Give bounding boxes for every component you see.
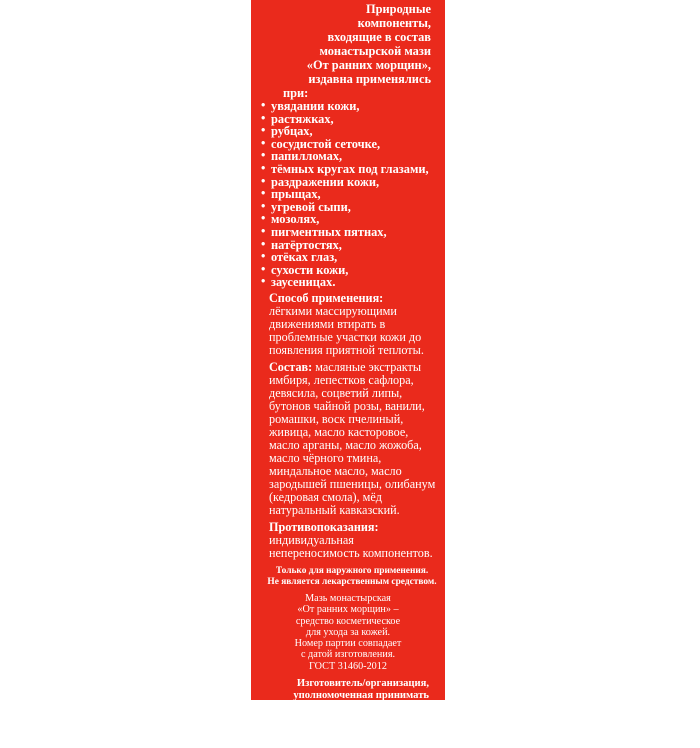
indication-text: прыщах, <box>271 187 321 202</box>
intro-text <box>251 0 445 100</box>
indication-text: растяжках, <box>271 111 334 126</box>
indication-text: рубцах, <box>271 124 313 139</box>
intro-prefix: при: <box>283 86 309 100</box>
manufacturer-info: Изготовитель/организация, уполномоченная принимать претензии от потребителей: ООО «Солнце», ooo-sun.ru, Россия, г. Краснодар, ул. Ставропольская 47/3. <box>293 677 429 747</box>
intro-body: Природные компоненты, входящие в состав монастырской мази «От ранних морщин», издавна применялись <box>306 2 431 86</box>
indication-text: тёмных кругах под глазами, <box>271 161 429 176</box>
product-description: Мазь монастырская «От ранних морщин» – средство косметическое для ухода за кожей. Номер партии совпадает с датой изготовления. ГОСТ 31460-2012 <box>294 592 402 672</box>
bullet-icon: • <box>261 173 266 188</box>
indication-text: мозолях, <box>271 212 320 227</box>
bullet-icon: • <box>261 135 266 150</box>
bullet-icon: • <box>261 249 266 264</box>
bullet-icon: • <box>261 211 266 226</box>
bullet-icon: • <box>261 186 266 201</box>
indications-list <box>251 100 445 289</box>
indication-text: угревой сыпи, <box>271 199 351 214</box>
bullet-icon: • <box>261 148 266 163</box>
external-use-note: Только для наружного применения. Не является лекарственным средством. <box>267 565 437 587</box>
composition-text: масляные экстракты имбиря, лепестков сафлора, девясила, соцветий липы, бутонов чайной розы, ванили, ромашки, воск пчелиный, живица, масло касторовое, масло арганы, масло жожоба, масло чёрного тмина, миндальное масло, масло зародышей пшеницы, олибанум (кедровая смола), мёд натуральный кавказский. <box>269 359 436 517</box>
contraindications-heading: Противопоказания: <box>269 519 379 534</box>
bullet-icon: • <box>261 160 266 175</box>
contraindications-text: индивидуальная непереносимость компонентов. <box>269 532 433 560</box>
label-panel <box>251 0 445 747</box>
contraindications-section <box>251 521 445 560</box>
bullet-icon: • <box>261 274 266 289</box>
usage-section <box>251 292 445 357</box>
bullet-icon: • <box>261 110 266 125</box>
bullet-icon: • <box>261 98 266 112</box>
usage-heading: Способ применения: <box>269 290 384 305</box>
bullet-icon: • <box>261 236 266 251</box>
indication-text: пигментных пятнах, <box>271 224 387 239</box>
indication-text: заусеницах. <box>271 275 336 290</box>
indication-text: сосудистой сеточке, <box>271 136 381 151</box>
indication-text: отёках глаз, <box>271 250 338 265</box>
usage-text: лёгкими массирующими движениями втирать в проблемные участки кожи до появления приятной теплоты. <box>269 303 424 357</box>
bullet-icon: • <box>261 223 266 238</box>
indication-text: увядании кожи, <box>271 99 360 113</box>
bullet-icon: • <box>261 261 266 276</box>
indication-text: сухости кожи, <box>271 262 349 277</box>
indication-text: раздражении кожи, <box>271 174 380 189</box>
composition-heading: Состав: <box>269 359 313 374</box>
bullet-icon: • <box>261 198 266 213</box>
indication-item <box>261 276 439 289</box>
indication-text: натёртостях, <box>271 237 342 252</box>
bullet-icon: • <box>261 123 266 138</box>
label-text-column <box>251 0 445 748</box>
indication-text: папилломах, <box>271 149 343 164</box>
composition-section <box>251 361 445 517</box>
